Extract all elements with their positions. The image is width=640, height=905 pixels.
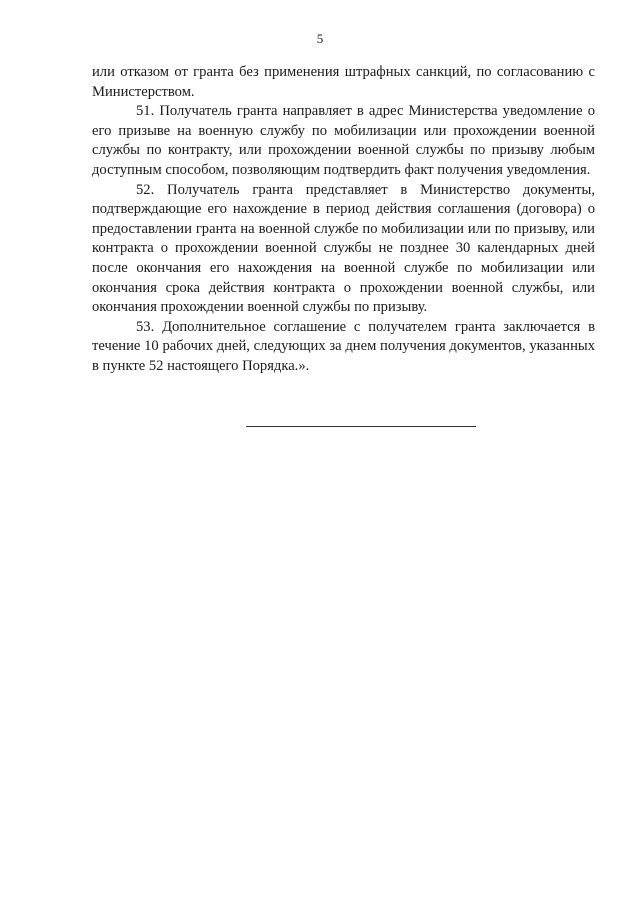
paragraph-continuation: или отказом от гранта без применения штрафных санкций, по согласованию с Министерством.	[92, 64, 595, 100]
end-separator-line	[246, 426, 476, 427]
document-body	[92, 63, 595, 377]
paragraph-52: 52. Получатель гранта представляет в Министерство документы, подтверждающие его нахождение в период действия соглашения (договора) о предоставлении гранта на военной службе по мобилизации или по призыву, или контракта о прохождении военной службы не позднее 30 календарных дней после окончания его нахождения на военной службе по мобилизации или окончания срока действия контракта о прохождении военной службы, или окончания прохождении военной службы по призыву.	[92, 181, 595, 316]
paragraph-53: 53. Дополнительное соглашение с получателем гранта заключается в течение 10 рабочих дней, следующих за днем получения документов, указанных в пункте 52 настоящего Порядка.».	[92, 318, 595, 374]
page-number: 5	[316, 31, 324, 46]
paragraph-51: 51. Получатель гранта направляет в адрес Министерства уведомление о его призыве на военную службу по мобилизации или прохождении военной службы по контракту, или прохождении военной службы по призыву любым доступным способом, позволяющим подтвердить факт получения уведомления.	[92, 103, 595, 178]
